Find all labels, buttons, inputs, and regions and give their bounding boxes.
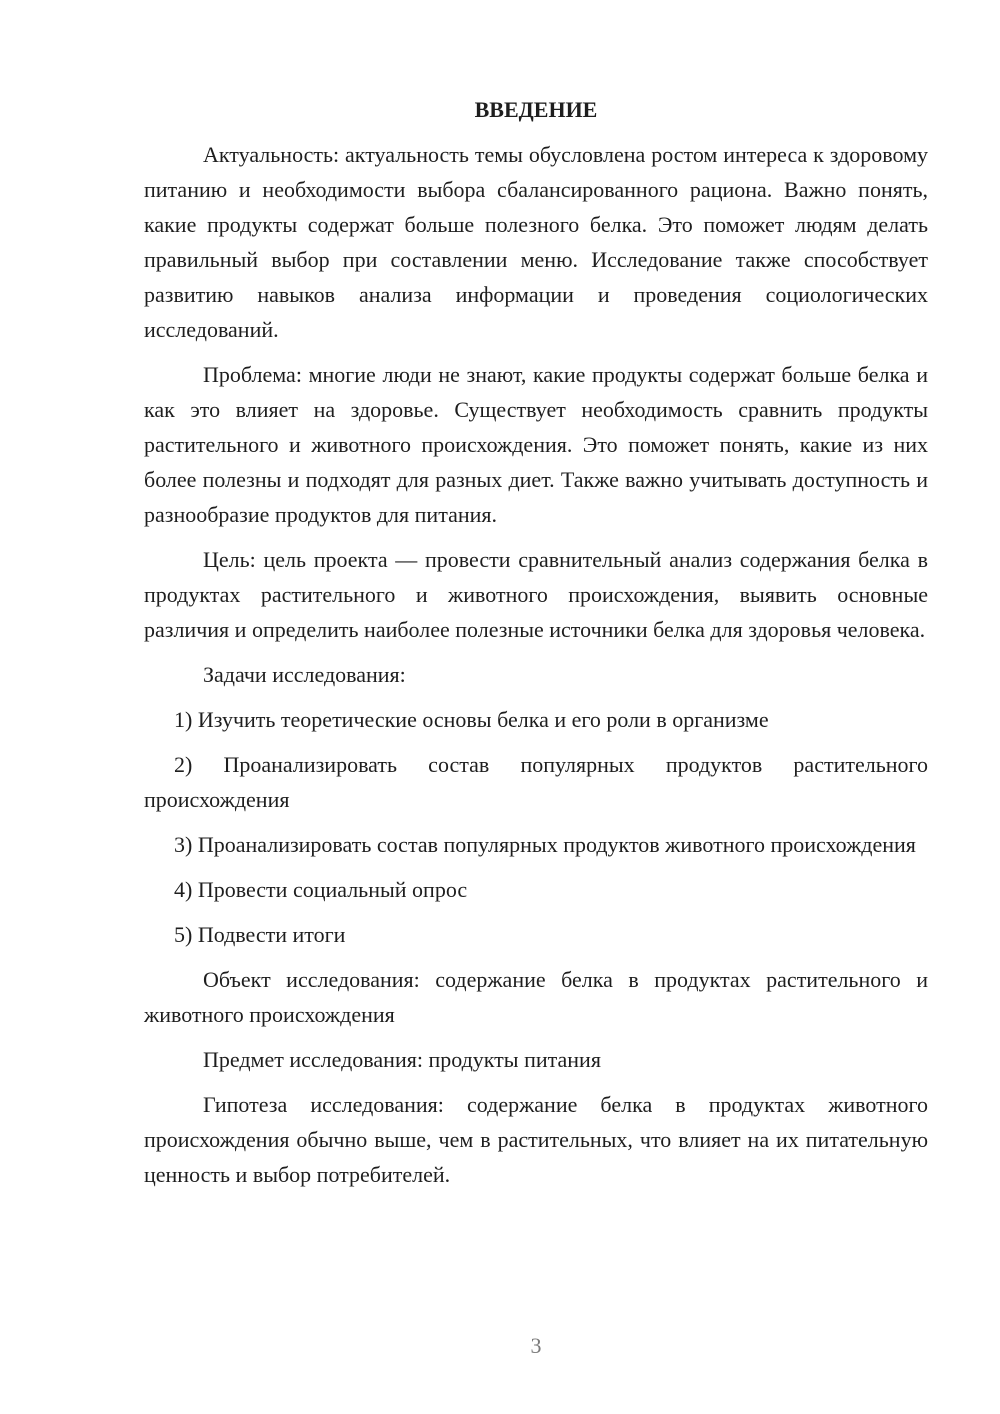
page-number: 3 bbox=[530, 1333, 542, 1358]
page-content bbox=[144, 92, 928, 1202]
paragraph-hypothesis: Гипотеза исследования: содержание белка в продуктах животного происхождения обычно выше, чем в растительных, что влияет на их питательную ценность и выбор потребителей. bbox=[144, 1092, 928, 1187]
paragraph-problem: Проблема: многие люди не знают, какие продукты содержат больше белка и как это влияет на здоровье. Существует необходимость сравнить продукты растительного и животного происхождения. Это поможет понять, какие из них более полезны и подходят для разных диет. Также важно учитывать доступность и разнообразие продуктов для питания. bbox=[144, 362, 928, 527]
list-item: 5) Подвести итоги bbox=[174, 922, 346, 947]
tasks-list bbox=[144, 702, 928, 952]
list-item: 4) Провести социальный опрос bbox=[174, 877, 468, 902]
list-item: 2) Проанализировать состав популярных продуктов растительного происхождения bbox=[144, 752, 928, 812]
list-item: 3) Проанализировать состав популярных продуктов животного происхождения bbox=[174, 832, 916, 857]
paragraph-object: Объект исследования: содержание белка в продуктах растительного и животного происхождения bbox=[144, 967, 928, 1027]
list-item: 1) Изучить теоретические основы белка и его роли в организме bbox=[174, 707, 769, 732]
paragraph-subject: Предмет исследования: продукты питания bbox=[203, 1047, 601, 1072]
section-heading: ВВЕДЕНИЕ bbox=[474, 97, 598, 122]
paragraph-relevance: Актуальность: актуальность темы обусловлена ростом интереса к здоровому питанию и необходимости выбора сбалансированного рациона. Важно понять, какие продукты содержат больше полезного белка. Это поможет людям делать правильный выбор при составлении меню. Исследование также способствует развитию навыков анализа информации и проведения социологических исследований. bbox=[144, 142, 928, 342]
paragraph-goal: Цель: цель проекта — провести сравнительный анализ содержания белка в продуктах растительного и животного происхождения, выявить основные различия и определить наиболее полезные источники белка для здоровья человека. bbox=[144, 547, 928, 642]
paragraph-tasks-title: Задачи исследования: bbox=[203, 662, 406, 687]
